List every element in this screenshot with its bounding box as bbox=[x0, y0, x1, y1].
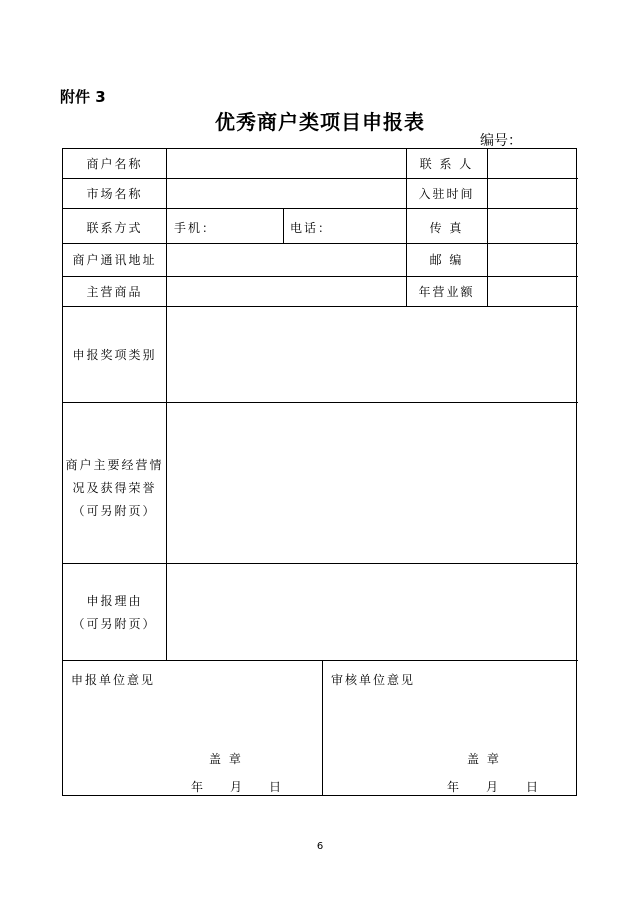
award-category-label: 申报奖项类别 bbox=[72, 348, 157, 362]
merchant-name-label: 商户名称 bbox=[86, 157, 143, 171]
form-title: 优秀商户类项目申报表 bbox=[215, 110, 425, 134]
mobile-label: 手机： bbox=[174, 221, 217, 235]
reviewer-opinion-label: 审核单位意见 bbox=[331, 673, 416, 687]
annual-turnover-label: 年营业额 bbox=[418, 285, 475, 299]
serial-number-label: 编号： bbox=[480, 133, 522, 149]
postcode-label: 邮 编 bbox=[429, 253, 464, 267]
application-reason-line: （可另附页） bbox=[72, 617, 157, 631]
applicant-opinion-label: 申报单位意见 bbox=[71, 673, 156, 687]
column-divider bbox=[322, 660, 323, 796]
row-divider bbox=[63, 563, 578, 564]
market-name-label: 市场名称 bbox=[86, 187, 143, 201]
applicant-date-day: 日 bbox=[269, 780, 284, 794]
business-situation-line: 商户主要经营情 bbox=[65, 458, 164, 472]
main-goods-label: 主营商品 bbox=[86, 285, 143, 299]
attachment-label: 附件 3 bbox=[60, 88, 106, 106]
application-reason-line: 申报理由 bbox=[86, 594, 143, 608]
applicant-seal-label: 盖 章 bbox=[209, 752, 243, 766]
application-form-table bbox=[62, 148, 577, 796]
column-divider bbox=[166, 149, 167, 660]
row-divider bbox=[63, 276, 578, 277]
row-divider bbox=[63, 208, 578, 209]
business-situation-label bbox=[63, 454, 166, 523]
entry-time-label: 入驻时间 bbox=[418, 187, 475, 201]
business-situation-line: （可另附页） bbox=[72, 504, 157, 518]
column-divider bbox=[283, 208, 284, 243]
phone-label: 电话： bbox=[290, 221, 333, 235]
contact-person-label: 联 系 人 bbox=[419, 157, 474, 171]
reviewer-date-month: 月 bbox=[486, 780, 501, 794]
applicant-date-month: 月 bbox=[230, 780, 245, 794]
row-divider bbox=[63, 243, 578, 244]
application-reason-label bbox=[63, 590, 166, 636]
contact-method-label: 联系方式 bbox=[86, 221, 143, 235]
fax-label: 传 真 bbox=[429, 221, 464, 235]
row-divider bbox=[63, 660, 578, 661]
page-number: 6 bbox=[316, 841, 324, 852]
row-divider bbox=[63, 178, 578, 179]
reviewer-date-year: 年 bbox=[447, 780, 462, 794]
business-situation-line: 况及获得荣誉 bbox=[72, 481, 157, 495]
applicant-date-year: 年 bbox=[191, 780, 206, 794]
reviewer-date-day: 日 bbox=[526, 780, 541, 794]
row-divider bbox=[63, 402, 578, 403]
row-divider bbox=[63, 306, 578, 307]
address-label: 商户通讯地址 bbox=[72, 253, 157, 267]
reviewer-seal-label: 盖 章 bbox=[467, 752, 501, 766]
column-divider bbox=[487, 149, 488, 306]
